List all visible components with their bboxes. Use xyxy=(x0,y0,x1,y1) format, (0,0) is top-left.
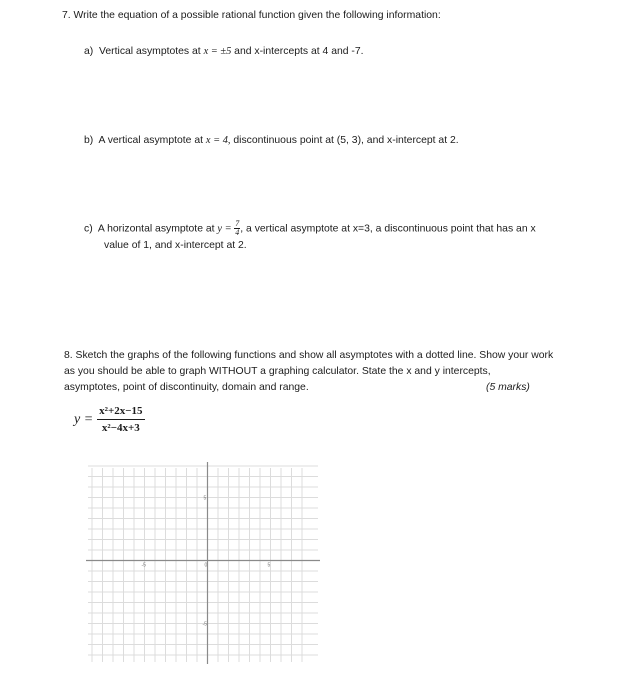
q7c-math: y = xyxy=(217,223,235,235)
graph-grid[interactable] xyxy=(86,462,320,664)
y-tick-label: -5 xyxy=(202,621,207,628)
q7a xyxy=(84,45,364,58)
q8-eq-lhs: y = xyxy=(74,411,94,427)
q8-line3: asymptotes, point of discontinuity, domain and range. xyxy=(64,382,309,393)
q7-heading: 7. Write the equation of a possible rational function given the following information: xyxy=(62,10,441,21)
q7a-math: x = ±5 xyxy=(203,46,232,57)
q8-equation xyxy=(74,405,145,434)
q7a-label: a) xyxy=(84,46,94,57)
q7b-text-post: discontinuous point at (5, 3), and x-intercept at 2. xyxy=(230,135,459,146)
q7c-text-post: , a vertical asymptote at x=3, a discontinuous point that has an x xyxy=(240,223,536,235)
q7c-label: c) xyxy=(84,223,93,235)
tick-labels xyxy=(142,496,271,628)
x-tick-label: 0 xyxy=(204,562,208,569)
x-tick-label: 5 xyxy=(267,562,271,569)
q7c-frac-den: 4 xyxy=(235,228,240,237)
x-tick-label: -5 xyxy=(141,562,146,569)
q7c-text-pre: A horizontal asymptote at xyxy=(97,223,218,235)
q7b-math: x = 4, xyxy=(205,135,231,146)
q7c-line2: value of 1, and x-intercept at 2. xyxy=(104,240,247,251)
q8-line1: 8. Sketch the graphs of the following functions and show all asymptotes with a dotted line. Show your work xyxy=(64,350,554,361)
q7b-text-pre: A vertical asymptote at xyxy=(98,135,206,146)
q8-marks: (5 marks) xyxy=(486,382,530,393)
q7a-text-pre: Vertical asymptotes at xyxy=(99,46,204,57)
q8-eq-fraction xyxy=(97,405,144,434)
q7b xyxy=(84,134,459,147)
q7c xyxy=(84,220,536,237)
q7b-label: b) xyxy=(84,135,94,146)
q7a-text-post: and x-intercepts at 4 and -7. xyxy=(231,46,364,57)
q8-line2: as you should be able to graph WITHOUT a graphing calculator. State the x and y intercepts, xyxy=(64,366,491,377)
q8-eq-numerator: x²+2x−15 xyxy=(97,405,144,420)
q7c-frac-num: 7 xyxy=(235,219,240,228)
y-tick-label: 5 xyxy=(203,495,207,502)
q8-eq-denominator: x²−4x+3 xyxy=(101,422,140,434)
